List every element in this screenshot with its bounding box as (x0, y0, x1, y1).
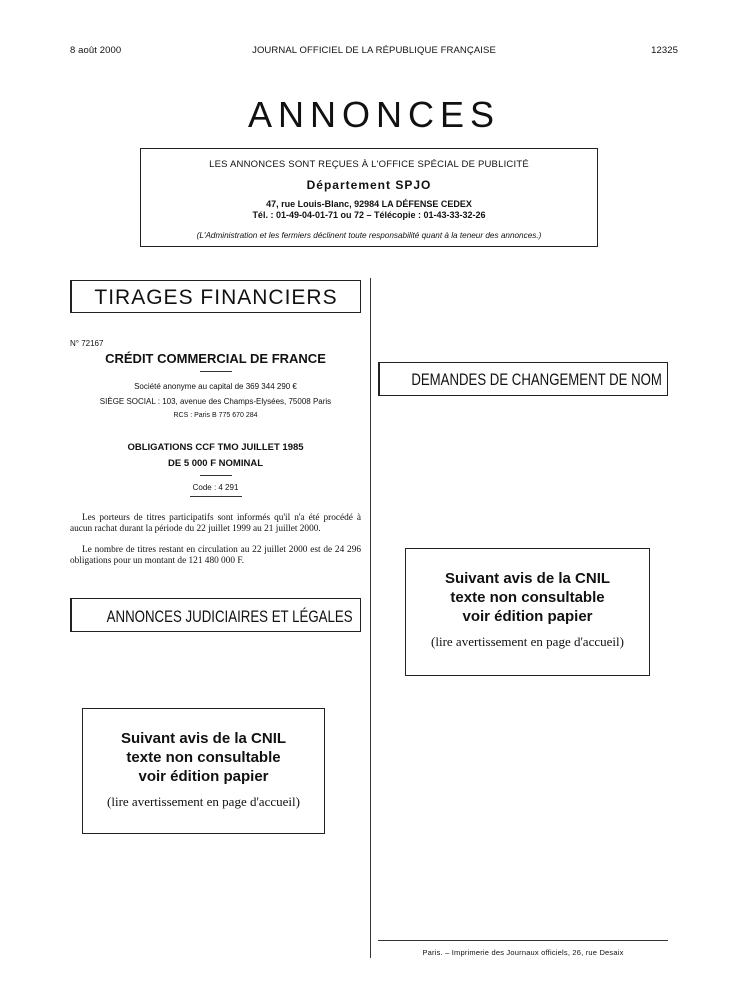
footer-rule (378, 940, 668, 941)
company-rcs: RCS : Paris B 775 670 284 (173, 412, 258, 419)
cnil-line: Suivant avis de la CNIL (120, 730, 287, 747)
section-tirages-financiers: TIRAGES FINANCIERS (70, 280, 361, 313)
notice-address: 47, rue Louis-Blanc, 92984 LA DÉFENSE CEDEX (266, 199, 472, 209)
notice-phone: Tél. : 01-49-04-01-71 ou 72 – Télécopie : 01-43-33-32-26 (252, 210, 486, 220)
footer-imprint: Paris. – Imprimerie des Journaux officiels, 26, rue Desaix (422, 948, 624, 957)
separator (190, 496, 242, 497)
header-page-number: 12325 (651, 45, 678, 56)
paragraph: Les porteurs de titres participatifs sont informés qu'il n'a été procédé à aucun rachat durant la période du 22 juillet 1999 au 21 juillet 2000. (70, 513, 361, 534)
separator (200, 371, 232, 372)
separator (200, 475, 232, 476)
paragraph: Le nombre de titres restant en circulation au 22 juillet 2000 est de 24 296 obligations pour un montant de 121 480 000 F. (70, 545, 361, 566)
cnil-notice-box (405, 548, 650, 676)
cnil-notice-box (82, 708, 325, 834)
company-capital: Société anonyme au capital de 369 344 290 € (134, 382, 297, 391)
company-name: CRÉDIT COMMERCIAL DE FRANCE (105, 351, 326, 366)
section-demandes-changement-nom (378, 362, 668, 396)
notice-number: N° 72167 (70, 339, 104, 348)
cnil-note: (lire avertissement en page d'accueil) (107, 794, 300, 809)
header-date: 8 août 2000 (70, 45, 122, 56)
obligations-code: Code : 4 291 (192, 483, 239, 492)
notice-line: LES ANNONCES SONT REÇUES À L'OFFICE SPÉCIAL DE PUBLICITÉ (209, 159, 529, 170)
cnil-note: (lire avertissement en page d'accueil) (431, 634, 624, 649)
obligations-nominal: DE 5 000 F NOMINAL (167, 458, 264, 469)
notice-box (140, 148, 598, 247)
company-siege: SIÈGE SOCIAL : 103, avenue des Champs-Elysées, 75008 Paris (99, 397, 332, 406)
page-title: ANNONCES (247, 94, 501, 135)
cnil-line: texte non consultable (126, 749, 281, 766)
cnil-line: Suivant avis de la CNIL (444, 570, 611, 587)
cnil-line: texte non consultable (450, 589, 605, 606)
cnil-line: voir édition papier (138, 768, 269, 785)
notice-department: Département SPJO (306, 178, 432, 192)
section-label: DEMANDES DE CHANGEMENT DE NOM (411, 371, 662, 389)
section-annonces-judiciaires (70, 598, 361, 632)
column-divider (370, 278, 371, 958)
header-journal: JOURNAL OFFICIEL DE LA RÉPUBLIQUE FRANÇAISE (252, 45, 496, 56)
obligations-title: OBLIGATIONS CCF TMO JUILLET 1985 (127, 442, 304, 453)
section-label: ANNONCES JUDICIAIRES ET LÉGALES (106, 607, 353, 626)
cnil-line: voir édition papier (462, 608, 593, 625)
notice-disclaimer: (L'Administration et les fermiers déclinent toute responsabilité quant à la teneur des annonces.) (196, 231, 542, 240)
